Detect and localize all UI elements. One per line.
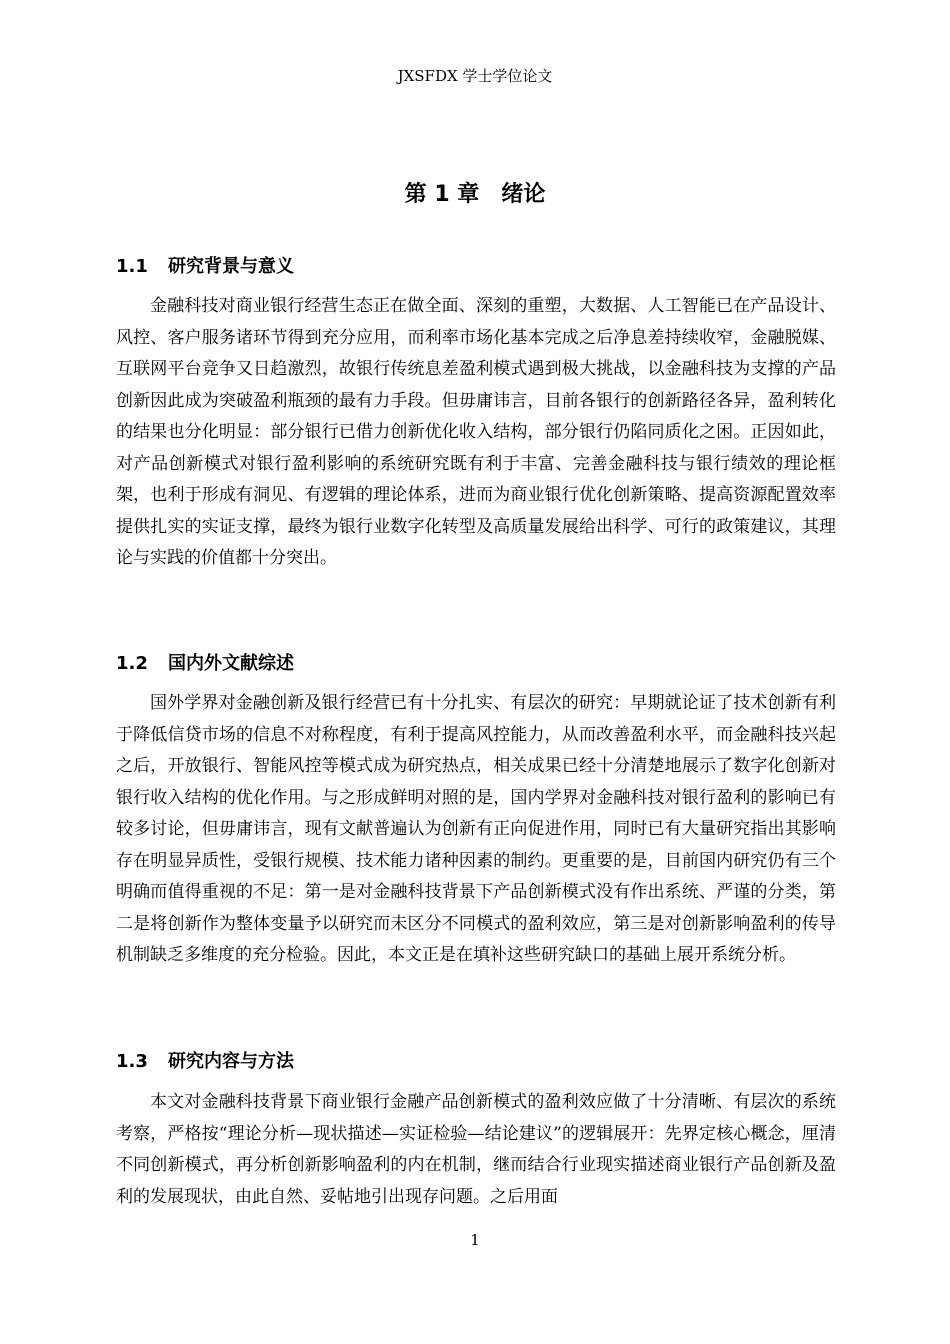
section-paragraph-1-2: 国外学界对金融创新及银行经营已有十分扎实、有层次的研究：早期就论证了技术创新有利于降低信贷市场的信息不对称程度，有利于提高风控能力，从而改善盈利水平，而金融科技兴起之后，开放银行、智能风控等模式成为研究热点，相关成果已经十分清楚地展示了数字化创新对银行收入结构的优化作用。与之形成鲜明对照的是，国内学界对金融科技对银行盈利的影响已有较多讨论，但毋庸讳言，现有文献普遍认为创新有正向促进作用，同时已有大量研究指出其影响存在明显异质性，受银行规模、技术能力诸种因素的制约。更重要的是，目前国内研究仍有三个明确而值得重视的不足：第一是对金融科技背景下产品创新模式没有作出系统、严谨的分类，第二是将创新作为整体变量予以研究而未区分不同模式的盈利效应，第三是对创新影响盈利的传导机制缺乏多维度的充分检验。因此，本文正是在填补这些研究缺口的基础上展开系统分析。 <box>116 693 836 965</box>
section-number: 1.1 <box>116 256 148 277</box>
section-paragraph-1-1: 金融科技对商业银行经营生态正在做全面、深刻的重塑，大数据、人工智能已在产品设计、风控、客户服务诸环节得到充分应用，而利率市场化基本完成之后净息差持续收窄，金融脱媒、互联网平台竞争又日趋激烈，故银行传统息差盈利模式遇到极大挑战，以金融科技为支撑的产品创新因此成为突破盈利瓶颈的最有力手段。但毋庸讳言，目前各银行的创新路径各异，盈利转化的结果也分化明显：部分银行已借力创新优化收入结构，部分银行仍陷同质化之困。正因如此，对产品创新模式对银行盈利影响的系统研究既有利于丰富、完善金融科技与银行绩效的理论框架，也利于形成有洞见、有逻辑的理论体系，进而为商业银行优化创新策略、提高资源配置效率提供扎实的实证支撑，最终为银行业数字化转型及高质量发展给出科学、可行的政策建议，其理论与实践的价值都十分突出。 <box>116 296 836 568</box>
running-header: JXSFDX 学士学位论文 <box>397 67 553 85</box>
section-paragraph-1-3: 本文对金融科技背景下商业银行金融产品创新模式的盈利效应做了十分清晰、有层次的系统考察，严格按“理论分析—现状描述—实证检验—结论建议”的逻辑展开：先界定核心概念，厘清不同创新模式，再分析创新影响盈利的内在机制，继而结合行业现实描述商业银行产品创新及盈利的发展现状，由此自然、妥帖地引出现存问题。之后用面 <box>116 1092 836 1207</box>
chapter-name: 绪论 <box>501 182 546 207</box>
section-title: 研究背景与意义 <box>168 256 294 277</box>
section-number: 1.3 <box>116 1051 148 1072</box>
section-heading-1-2 <box>116 651 836 677</box>
chapter-title <box>0 180 950 210</box>
section-heading-1-1 <box>116 254 836 280</box>
section-title: 研究内容与方法 <box>168 1051 294 1072</box>
section-number: 1.2 <box>116 653 148 674</box>
section-title: 国内外文献综述 <box>168 653 294 674</box>
page-number: 1 <box>470 1231 480 1249</box>
chapter-number: 第 1 章 <box>404 182 480 207</box>
section-heading-1-3 <box>116 1049 836 1075</box>
